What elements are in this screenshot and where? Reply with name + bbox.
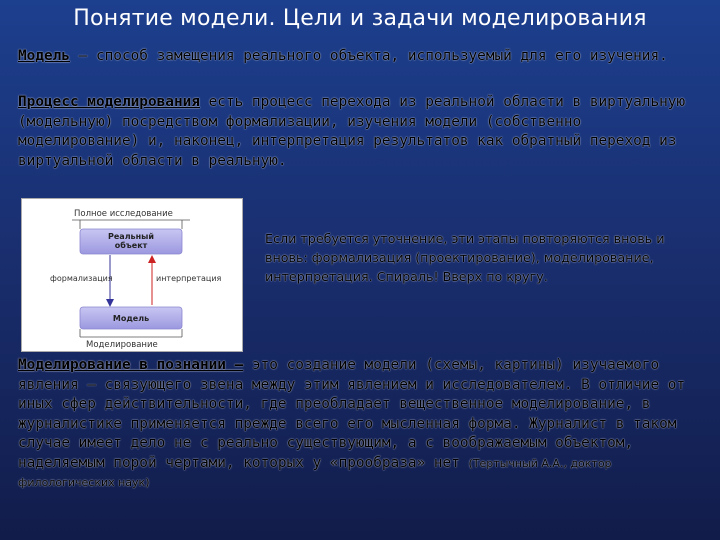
modeling-process-term: Процесс моделирования [18, 94, 200, 110]
interpretation-label: интерпретация [156, 274, 222, 283]
model-box-label: Модель [112, 314, 150, 323]
real-object-label-line2: объект [114, 241, 148, 250]
model-term: Модель [18, 48, 70, 64]
formalization-label: формализация [50, 274, 113, 283]
diagram-top-label: Полное исследование [74, 209, 173, 219]
real-object-label-line1: Реальный [108, 232, 154, 241]
cognition-modeling-term: Моделирование в познании — [18, 357, 244, 373]
modeling-diagram-svg [22, 199, 242, 351]
side-note: Если требуется уточнение, эти этапы повторяются вновь и вновь: формализация (проектирование), моделирование, интерпретация. Спираль! Вверх по кругу. [265, 231, 665, 284]
slide-title: Понятие модели. Цели и задачи моделирования [73, 6, 647, 31]
modeling-diagram [21, 198, 243, 352]
cognition-modeling-text: это создание модели (схемы, картины) изучаемого явления — связующего звена между этим явлением и исследователем. В отличие от иных сфер действительности, где преобладает вещественное моделирование, в журналистике применяется прежде всего его мысленная форма. Журналист в таком случае имеет дело не с реально существующим, а с воображаемым объектом, наделяемым порой чертами, которых у «прообраза» нет [18, 357, 686, 471]
modeling-process-text: есть процесс перехода из реальной области в виртуальную (модельную) посредством формализации, изучения модели (собственно моделирование) и, наконец, интерпретация результатов как обратный переход из виртуальной области в реальную. [18, 94, 686, 169]
diagram-bottom-label: Моделирование [86, 340, 158, 350]
modeling-process-definition [18, 93, 708, 171]
cognition-modeling-definition [18, 356, 708, 493]
citation: (Тертычный А.А., доктор филологических наук) [18, 456, 612, 489]
model-definition [18, 47, 708, 67]
model-definition-text: — способ замещения реального объекта, используемый для его изучения. [69, 48, 668, 64]
